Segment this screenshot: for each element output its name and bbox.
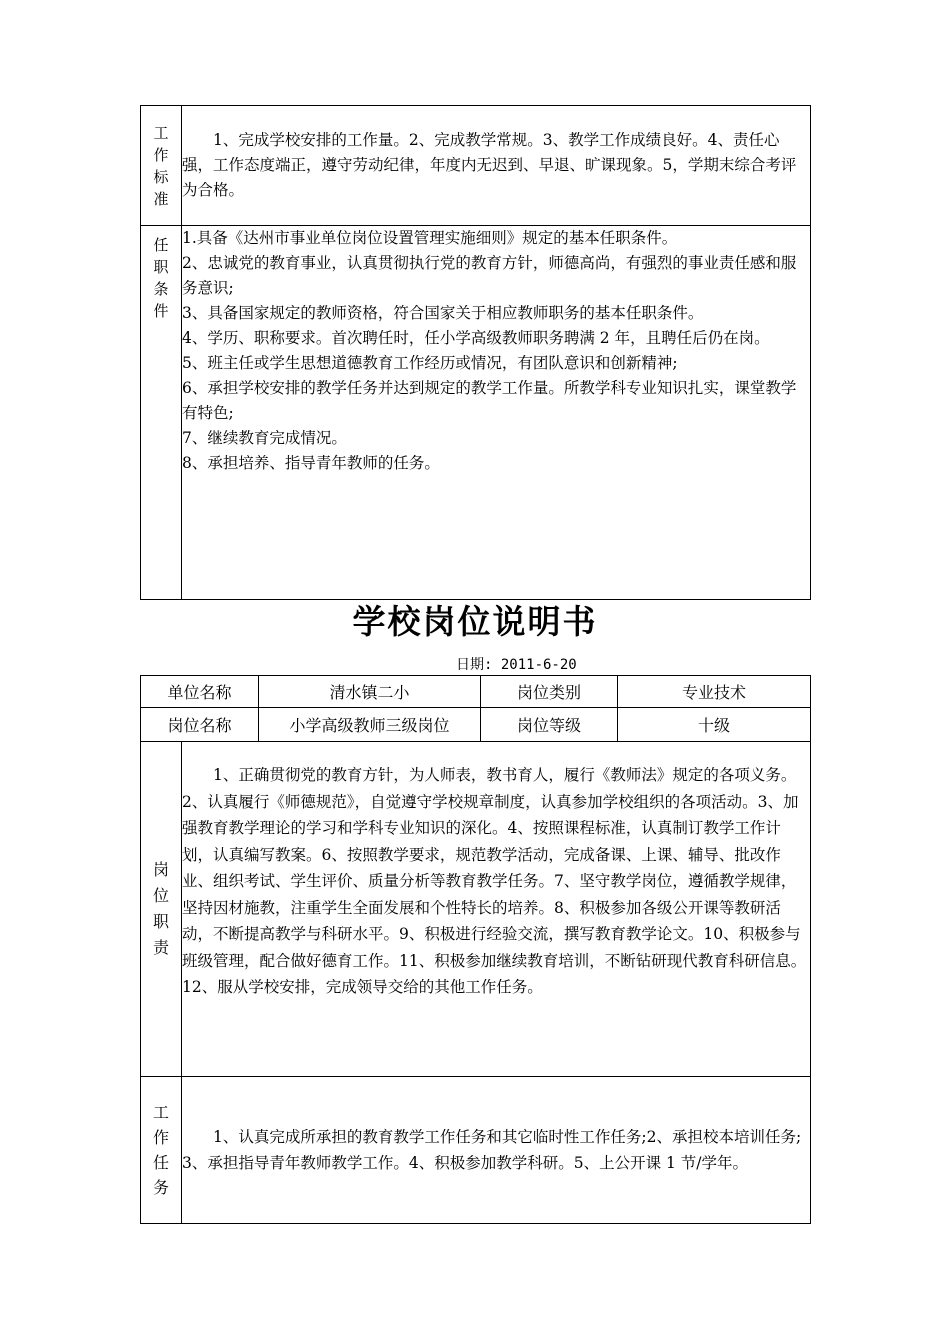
qualifications-content [182,226,811,600]
post-grade-value: 十级 [618,708,811,742]
qualification-item: 3、具备国家规定的教师资格，符合国家关于相应教师职务的基本任职条件。 [182,304,704,322]
qualifications-row [141,226,811,600]
header-row-1 [141,676,811,708]
tasks-content [182,1077,811,1224]
qualification-item: 4、学历、职称要求。首次聘任时，任小学高级教师职务聘满 2 年，且聘任后仍在岗。 [182,329,770,347]
qualification-item: 1.具备《达州市事业单位岗位设置管理实施细则》规定的基本任职条件。 [182,229,678,247]
date-line: 日期: 2011-6-20 [456,657,577,673]
doc-title: 学校岗位说明书 [352,602,598,641]
header-table [140,675,811,742]
post-grade-label: 岗位等级 [481,708,618,742]
unit-name-value: 清水镇二小 [259,676,481,708]
header-row-2 [141,708,811,742]
work-standard-text: 1、完成学校安排的工作量。2、完成教学常规。3、教学工作成绩良好。4、责任心强，工作态度端正，遵守劳动纪律，年度内无迟到、早退、旷课现象。5，学期末综合考评为合格。 [182,131,797,199]
work-standard-label: 工 作 标 准 [141,106,182,226]
tasks-row [141,1077,811,1224]
top-table [140,105,811,600]
tasks-text: 1、认真完成所承担的教育教学工作任务和其它临时性工作任务;2、承担校本培训任务; 3、承担指导青年教师教学工作。4、积极参加教学科研。5、上公开课 1 节/学年。 [182,1127,802,1172]
qualification-item: 2、忠诚党的教育事业，认真贯彻执行党的教育方针，师德高尚，有强烈的事业责任感和服务意识; [182,254,797,297]
qualification-item: 7、继续教育完成情况。 [182,429,347,447]
work-standard-row [141,106,811,226]
post-name-label: 岗位名称 [141,708,259,742]
duties-text: 1、正确贯彻党的教育方针，为人师表，教书育人，履行《教师法》规定的各项义务。2、认真履行《师德规范》，自觉遵守学校规章制度，认真参加学校组织的各项活动。3、加强教育教学理论的学习和学科专业知识的深化。4、按照课程标准，认真制订教学工作计划，认真编写教案。6、按照教学要求，规范教学活动，完成备课、上课、辅导、批改作业、组织考试、学生评价、质量分析等教育教学任务。7、坚守教学岗位，遵循教学规律，坚持因材施教，注重学生全面发展和个性特长的培养。8、积极参加各级公开课等教研活动，不断提高教学与科研水平。9、积极进行经验交流，撰写教育教学论文。10、积极参与班级管理，配合做好德育工作。11、积极参加继续教育培训，不断钻研现代教育科研信息。 12、服从学校安排，完成领导交给的其他工作任务。 [182,766,807,996]
duties-label: 岗 位 职 责 [141,742,182,1077]
duties-row [141,742,811,1077]
post-category-value: 专业技术 [618,676,811,708]
qualification-item: 5、班主任或学生思想道德教育工作经历或情况，有团队意识和创新精神; [182,354,678,372]
unit-name-label: 单位名称 [141,676,259,708]
qualifications-label: 任 职 条 件 [141,226,182,600]
work-standard-content [182,106,811,226]
duties-content [182,742,811,1077]
qualification-item: 8、承担培养、指导青年教师的任务。 [182,454,440,472]
qualification-item: 6、承担学校安排的教学任务并达到规定的教学工作量。所教学科专业知识扎实，课堂教学有特色; [182,379,797,422]
tasks-label: 工 作 任 务 [141,1077,182,1224]
post-category-label: 岗位类别 [481,676,618,708]
post-name-value: 小学高级教师三级岗位 [259,708,481,742]
bottom-table [140,741,811,1224]
